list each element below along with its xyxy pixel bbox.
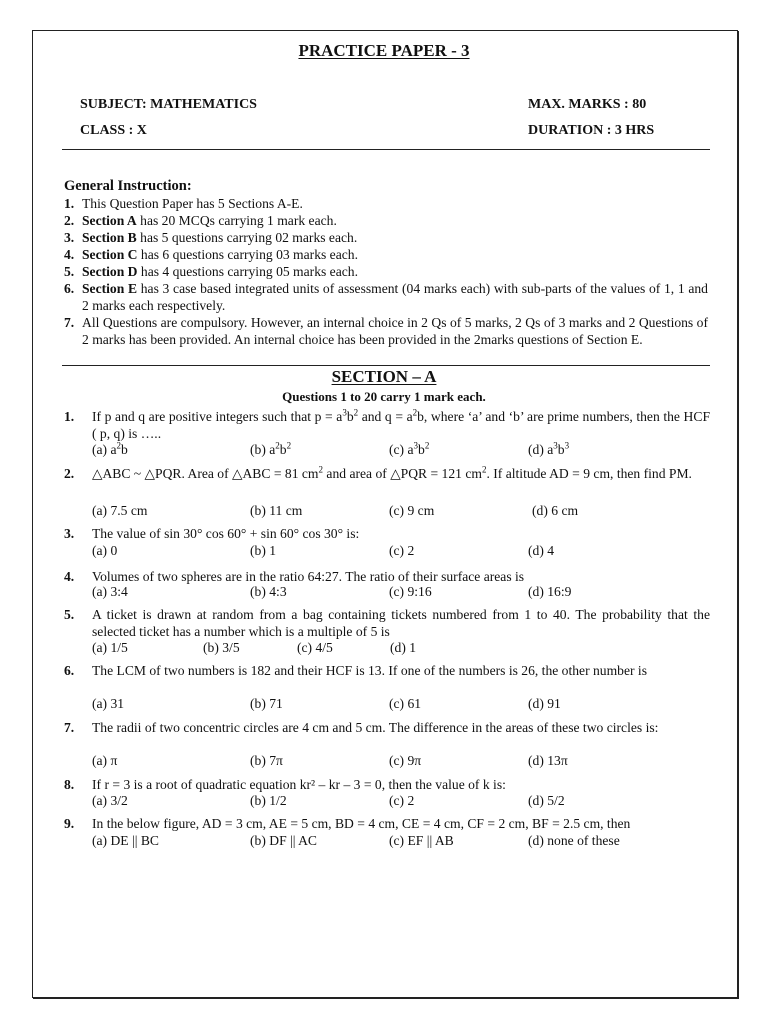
question-text: △ABC ~ △PQR. Area of △ABC = 81 $cm^2$ and area of △PQR = 121 $cm^2$. If altitude AD = 9 cm, then find PM. — [92, 464, 692, 481]
class-label: CLASS : X — [80, 123, 147, 138]
option-d: (d) 6 cm — [532, 503, 579, 518]
question-text: The value of sin 30° cos 60° + sin 60° cos 30° is: — [92, 526, 360, 541]
question-number: 6. — [64, 663, 75, 678]
option-c: (c) 9:16 — [389, 584, 432, 599]
max-marks-label: MAX. MARKS : 80 — [528, 97, 647, 112]
question-number: 1. — [64, 409, 75, 424]
question-9 — [64, 815, 710, 832]
instruction-text: has 3 case based integrated units of assessment (04 marks each) with sub-parts of the values of 1, 1 and 2 marks each respectively. — [82, 281, 708, 313]
instruction-number: 5. — [64, 264, 75, 279]
option-b: (b) 4:3 — [250, 584, 287, 599]
option-b: (b) 11 cm — [250, 503, 303, 518]
option-d: (d) 5/2 — [528, 793, 565, 808]
duration-label: DURATION : 3 HRS — [528, 123, 655, 138]
option-c: (c) 4/5 — [297, 640, 333, 655]
question-4 — [64, 568, 710, 585]
option-c: (c) $a^3b^2$ — [389, 440, 430, 457]
option-b: (b) 3/5 — [203, 640, 240, 655]
section-a-heading: SECTION – A — [331, 367, 437, 386]
option-c: (c) 2 — [389, 543, 415, 558]
option-d: (d) $a^3b^3$ — [528, 440, 570, 457]
instructions-divider — [62, 365, 710, 366]
section-a-subheading: Questions 1 to 20 carry 1 mark each. — [282, 389, 486, 404]
option-d: (d) 16:9 — [528, 584, 572, 599]
instruction-bold: Section D — [82, 264, 138, 279]
instruction-bold: Section E — [82, 281, 138, 296]
question-2 — [64, 465, 710, 482]
header-divider — [62, 149, 710, 150]
option-a: (a) 0 — [92, 543, 118, 558]
page-title: PRACTICE PAPER - 3 — [298, 41, 470, 60]
option-c: (c) EF || AB — [389, 833, 454, 848]
option-a: (a) $a^2b$ — [92, 440, 128, 457]
question-text: In the below figure, AD = 3 cm, AE = 5 cm, BD = 4 cm, CE = 4 cm, CF = 2 cm, BF = 2.5 cm, then — [92, 816, 631, 831]
instruction-text: has 4 questions carrying 05 marks each. — [137, 264, 358, 279]
option-a: (a) DE || BC — [92, 833, 159, 848]
instruction-bold: Section B — [82, 230, 137, 245]
option-d: (d) 91 — [528, 696, 561, 711]
question-text: If r = 3 is a root of quadratic equation kr² – kr – 3 = 0, then the value of k is: — [92, 777, 506, 792]
option-a: (a) 31 — [92, 696, 125, 711]
instruction-text: has 20 MCQs carrying 1 mark each. — [136, 213, 337, 228]
subject-label: SUBJECT: MATHEMATICS — [80, 97, 257, 112]
option-a: (a) 3:4 — [92, 584, 128, 599]
question-text: Volumes of two spheres are in the ratio 64:27. The ratio of their surface areas is — [92, 569, 525, 584]
option-a: (a) 3/2 — [92, 793, 128, 808]
option-a: (a) 1/5 — [92, 640, 128, 655]
instruction-number: 6. — [64, 281, 75, 296]
instruction-number: 7. — [64, 315, 75, 330]
instruction-item — [64, 229, 708, 246]
instruction-item — [64, 263, 708, 280]
option-c: (c) 61 — [389, 696, 422, 711]
question-3 — [64, 525, 710, 542]
question-number: 8. — [64, 777, 75, 792]
instructions-heading: General Instruction: — [64, 178, 192, 194]
option-b: (b) 1 — [250, 543, 277, 558]
instruction-text: has 6 questions carrying 03 marks each. — [137, 247, 358, 262]
question-number: 2. — [64, 466, 75, 481]
question-number: 4. — [64, 569, 75, 584]
option-b: (b) 7π — [250, 753, 283, 768]
question-1 — [64, 408, 710, 442]
question-number: 7. — [64, 720, 75, 735]
question-number: 3. — [64, 526, 75, 541]
instruction-item — [64, 212, 708, 229]
question-text: The LCM of two numbers is 182 and their HCF is 13. If one of the numbers is 26, the other number is — [92, 663, 648, 678]
instruction-bold: Section C — [82, 247, 138, 262]
instruction-item — [64, 314, 708, 348]
instruction-number: 2. — [64, 213, 75, 228]
option-c: (c) 9 cm — [389, 503, 435, 518]
option-d: (d) 4 — [528, 543, 555, 558]
instruction-number: 4. — [64, 247, 75, 262]
option-a: (a) 7.5 cm — [92, 503, 148, 518]
option-b: (b) 1/2 — [250, 793, 287, 808]
instruction-item — [64, 195, 708, 212]
option-b: (b) 71 — [250, 696, 283, 711]
instruction-text: This Question Paper has 5 Sections A-E. — [82, 196, 303, 211]
instruction-bold: Section A — [82, 213, 137, 228]
instruction-item — [64, 246, 708, 263]
option-b: (b) DF || AC — [250, 833, 317, 848]
question-7 — [64, 719, 710, 736]
instruction-number: 1. — [64, 196, 75, 211]
question-8 — [64, 776, 710, 793]
option-d: (d) none of these — [528, 833, 620, 848]
option-d: (d) 1 — [390, 640, 417, 655]
question-number: 9. — [64, 816, 75, 831]
question-6 — [64, 662, 710, 679]
option-c: (c) 2 — [389, 793, 415, 808]
option-c: (c) 9π — [389, 753, 422, 768]
instruction-number: 3. — [64, 230, 75, 245]
instruction-text: has 5 questions carrying 02 marks each. — [136, 230, 358, 245]
question-text: A ticket is drawn at random from a bag containing tickets numbered from 1 to 40. The probability that the selected ticket has a number which is a multiple of 5 is — [92, 607, 710, 639]
question-number: 5. — [64, 607, 75, 622]
instruction-item — [64, 280, 708, 314]
option-b: (b) $a^2b^2$ — [250, 440, 292, 457]
question-5 — [64, 606, 710, 640]
option-d: (d) 13π — [528, 753, 568, 768]
question-text: If p and q are positive integers such that $p = a^3b^2$ and $q = a^2b$, where ‘a’ and ‘b’ are prime numbers, then the HCF ( p, q) is ….. — [92, 407, 711, 441]
instruction-text: All Questions are compulsory. However, an internal choice in 2 Qs of 5 marks, 2 Qs of 3 marks and 2 Questions of 2 marks has been provided. An internal choice has been provided in the 2marks questions of Section E. — [82, 315, 708, 347]
option-a: (a) π — [92, 753, 118, 768]
question-text: The radii of two concentric circles are 4 cm and 5 cm. The difference in the areas of these two circles is: — [92, 720, 659, 735]
